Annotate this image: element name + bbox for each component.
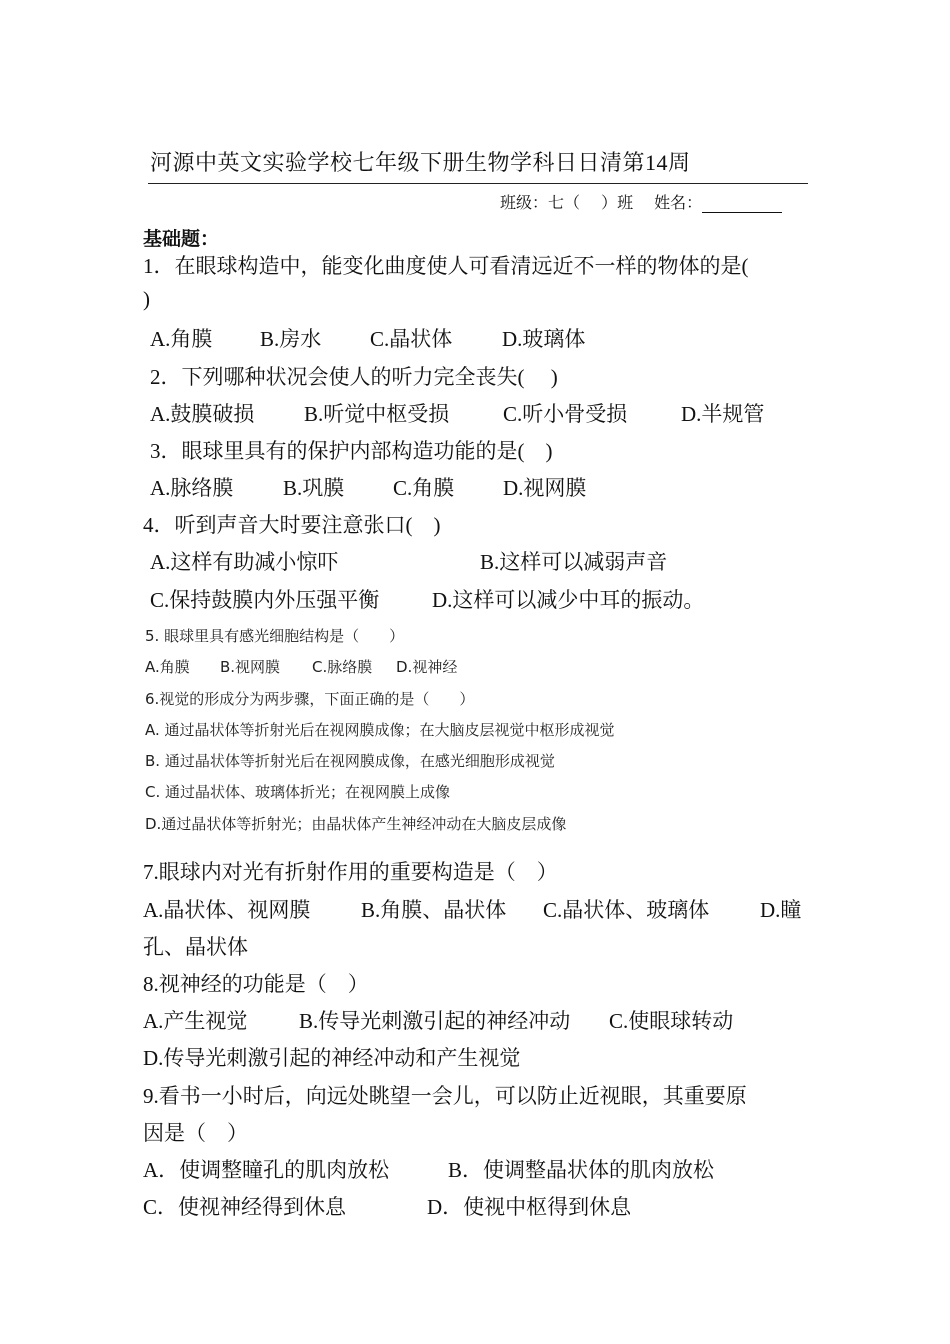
q7-option-d-cont: 孔、晶状体 xyxy=(143,935,248,959)
q7-option-a: A.晶状体、视网膜 xyxy=(143,898,311,922)
q4-options-row1 xyxy=(150,546,667,576)
q3-option-c: C.角膜 xyxy=(393,476,455,500)
class-name-line xyxy=(500,190,782,213)
q3-stem: 3．眼球里具有的保护内部构造功能的是( ) xyxy=(150,439,553,463)
q3-option-b: B.巩膜 xyxy=(283,476,345,500)
q3-option-a: A.脉络膜 xyxy=(150,476,234,500)
q9-options-row1 xyxy=(143,1154,714,1184)
q9-option-a: A．使调整瞳孔的肌肉放松 xyxy=(143,1158,390,1182)
q1-option-a: A.角膜 xyxy=(150,327,213,351)
q9-option-b: B．使调整晶状体的肌肉放松 xyxy=(448,1158,715,1182)
q2-options xyxy=(150,398,764,428)
title-divider xyxy=(148,183,808,184)
q6-option-b: B. 通过晶状体等折射光后在视网膜成像，在感光细胞形成视觉 xyxy=(145,752,555,770)
q4-option-a: A.这样有助减小惊吓 xyxy=(150,550,339,574)
q8-option-d: D.传导光刺激引起的神经冲动和产生视觉 xyxy=(143,1046,521,1070)
q8-stem: 8.视神经的功能是（ ） xyxy=(143,972,369,996)
page-title: 河源中英文实验学校七年级下册生物学科日日清第14周 xyxy=(150,150,691,175)
q5-options xyxy=(145,656,457,677)
q2-option-c: C.听小骨受损 xyxy=(503,402,628,426)
q8-options xyxy=(143,1005,733,1035)
q4-option-d: D.这样可以减少中耳的振动。 xyxy=(432,588,705,612)
q1-option-c: C.晶状体 xyxy=(370,327,453,351)
q6-option-c: C. 通过晶状体、玻璃体折光；在视网膜上成像 xyxy=(145,783,451,801)
q2-stem: 2．下列哪种状况会使人的听力完全丧失( ) xyxy=(150,365,558,389)
q1-stem: 1．在眼球构造中，能变化曲度使人可看清远近不一样的物体的是( xyxy=(143,254,749,278)
q1-stem-cont: ) xyxy=(143,287,150,311)
q5-option-b: B.视网膜 xyxy=(220,658,281,676)
q6-option-d: D.通过晶状体等折射光；由晶状体产生神经冲动在大脑皮层成像 xyxy=(145,815,567,833)
q9-stem-cont: 因是（ ） xyxy=(143,1121,248,1145)
q5-option-a: A.角膜 xyxy=(145,658,190,676)
q7-option-c: C.晶状体、玻璃体 xyxy=(543,898,710,922)
q1-option-d: D.玻璃体 xyxy=(502,327,586,351)
q1-options xyxy=(150,323,585,353)
q9-options-row2 xyxy=(143,1191,631,1221)
q3-options xyxy=(150,472,586,502)
section-heading: 基础题： xyxy=(143,228,220,250)
q9-stem: 9.看书一小时后，向远处眺望一会儿，可以防止近视眼，其重要原 xyxy=(143,1084,747,1108)
q3-option-d: D.视网膜 xyxy=(503,476,587,500)
q7-stem: 7.眼球内对光有折射作用的重要构造是（ ） xyxy=(143,860,558,884)
q7-options xyxy=(143,894,801,924)
q4-stem: 4．听到声音大时要注意张口( ) xyxy=(143,513,441,537)
q8-option-b: B.传导光刺激引起的神经冲动 xyxy=(299,1009,571,1033)
q2-option-b: B.听觉中枢受损 xyxy=(304,402,450,426)
name-blank xyxy=(702,196,782,213)
q8-option-a: A.产生视觉 xyxy=(143,1009,248,1033)
q9-option-c: C．使视神经得到休息 xyxy=(143,1195,347,1219)
q4-option-c: C.保持鼓膜内外压强平衡 xyxy=(150,588,380,612)
q5-stem: 5. 眼球里具有感光细胞结构是（ ） xyxy=(145,627,405,645)
q8-option-c: C.使眼球转动 xyxy=(609,1009,734,1033)
q5-option-c: C.脉络膜 xyxy=(312,658,373,676)
q6-option-a: A. 通过晶状体等折射光后在视网膜成像；在大脑皮层视觉中枢形成视觉 xyxy=(145,721,615,739)
q4-options-row2 xyxy=(150,584,704,614)
q2-option-d: D.半规管 xyxy=(681,402,765,426)
q1-option-b: B.房水 xyxy=(260,327,322,351)
q6-stem: 6.视觉的形成分为两步骤，下面正确的是（ ） xyxy=(145,690,475,708)
class-label: 班级：七（ ）班 姓名： xyxy=(500,193,703,212)
q4-option-b: B.这样可以减弱声音 xyxy=(480,550,668,574)
q5-option-d: D.视神经 xyxy=(396,658,458,676)
q9-option-d: D．使视中枢得到休息 xyxy=(427,1195,632,1219)
q2-option-a: A.鼓膜破损 xyxy=(150,402,255,426)
q7-option-d: D.瞳 xyxy=(760,898,802,922)
q7-option-b: B.角膜、晶状体 xyxy=(361,898,507,922)
